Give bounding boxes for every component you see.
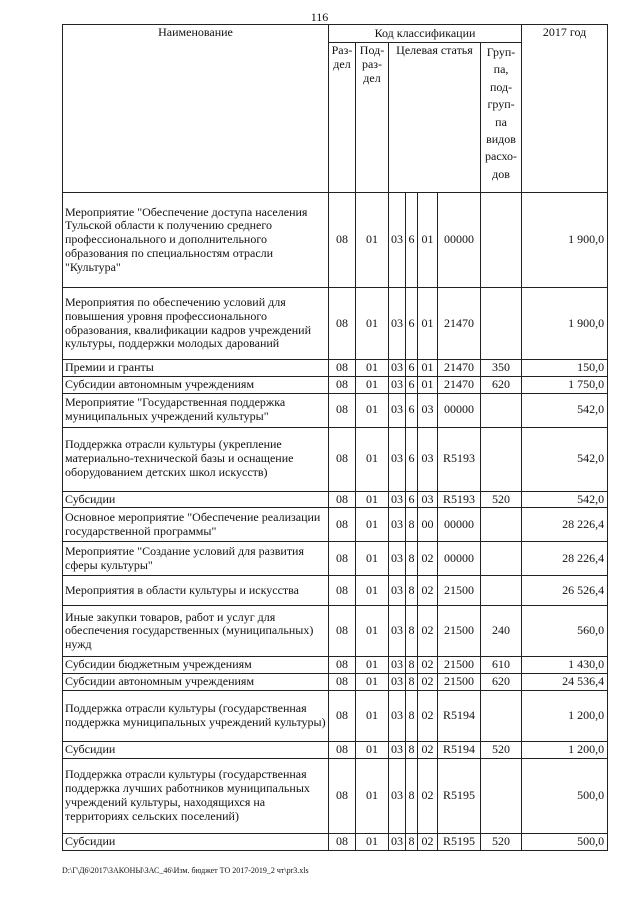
table-row	[63, 674, 608, 691]
row-expense-type: 520	[481, 741, 522, 758]
row-name: Иные закупки товаров, работ и услуг для обеспечения государственных (муниципальных) нужд	[63, 606, 329, 657]
row-name: Мероприятия по обеспечению условий для повышения уровня профессионального образования, квалификации кадров учреждений культуры, поддержки молодых дарований	[63, 288, 329, 360]
row-target-subprogram: 8	[406, 833, 418, 850]
row-amount: 560,0	[522, 606, 608, 657]
row-target-direction: R5195	[438, 758, 481, 833]
row-name: Премии и гранты	[63, 360, 329, 377]
row-subsection: 01	[356, 542, 389, 576]
row-target-direction: R5193	[438, 427, 481, 491]
row-section: 08	[329, 657, 356, 674]
table-row	[63, 758, 608, 833]
header-name: Наименование	[63, 25, 329, 193]
row-expense-type	[481, 690, 522, 741]
row-target-event: 02	[418, 606, 438, 657]
row-subsection: 01	[356, 491, 389, 508]
row-name: Мероприятие "Создание условий для развития сферы культуры"	[63, 542, 329, 576]
row-subsection: 01	[356, 360, 389, 377]
row-target-direction: 21470	[438, 360, 481, 377]
row-amount: 26 526,4	[522, 576, 608, 606]
row-name: Субсидии	[63, 741, 329, 758]
row-name: Субсидии	[63, 491, 329, 508]
row-target-subprogram: 8	[406, 542, 418, 576]
row-expense-type	[481, 542, 522, 576]
row-section: 08	[329, 576, 356, 606]
row-target-program: 03	[389, 690, 406, 741]
row-expense-type: 520	[481, 491, 522, 508]
table-body	[63, 193, 608, 851]
row-section: 08	[329, 288, 356, 360]
row-name: Субсидии	[63, 833, 329, 850]
row-section: 08	[329, 741, 356, 758]
row-target-event: 01	[418, 288, 438, 360]
row-target-direction: R5195	[438, 833, 481, 850]
row-target-event: 03	[418, 393, 438, 427]
row-target-program: 03	[389, 741, 406, 758]
row-expense-type	[481, 758, 522, 833]
row-expense-type: 240	[481, 606, 522, 657]
row-target-subprogram: 8	[406, 690, 418, 741]
row-target-program: 03	[389, 542, 406, 576]
row-target-direction: 21500	[438, 606, 481, 657]
row-section: 08	[329, 427, 356, 491]
row-target-direction: 21470	[438, 288, 481, 360]
row-target-event: 02	[418, 758, 438, 833]
row-target-event: 02	[418, 674, 438, 691]
table-row	[63, 833, 608, 850]
row-target-direction: 00000	[438, 193, 481, 288]
row-target-direction: 00000	[438, 542, 481, 576]
row-subsection: 01	[356, 741, 389, 758]
row-target-direction: 00000	[438, 393, 481, 427]
table-row	[63, 606, 608, 657]
row-target-program: 03	[389, 657, 406, 674]
row-section: 08	[329, 491, 356, 508]
row-target-event: 00	[418, 508, 438, 542]
row-target-event: 03	[418, 491, 438, 508]
row-target-direction: R5194	[438, 690, 481, 741]
row-name: Поддержка отрасли культуры (укрепление материально-технической базы и оснащение оборудованием детских школ искусств)	[63, 427, 329, 491]
row-name: Мероприятие "Обеспечение доступа населения Тульской области к получению среднего профессионального и дополнительного образования по специальностям отрасли "Культура"	[63, 193, 329, 288]
row-target-event: 02	[418, 576, 438, 606]
row-amount: 542,0	[522, 393, 608, 427]
row-target-event: 03	[418, 427, 438, 491]
row-subsection: 01	[356, 193, 389, 288]
row-target-program: 03	[389, 376, 406, 393]
row-subsection: 01	[356, 576, 389, 606]
page-number: 116	[310, 10, 329, 24]
row-target-direction: 21500	[438, 674, 481, 691]
row-name: Мероприятия в области культуры и искусства	[63, 576, 329, 606]
row-amount: 1 430,0	[522, 657, 608, 674]
row-subsection: 01	[356, 674, 389, 691]
table-row	[63, 288, 608, 360]
row-expense-type: 620	[481, 674, 522, 691]
row-name: Субсидии бюджетным учреждениям	[63, 657, 329, 674]
row-amount: 1 750,0	[522, 376, 608, 393]
row-target-subprogram: 6	[406, 193, 418, 288]
table-row	[63, 193, 608, 288]
row-target-event: 01	[418, 360, 438, 377]
row-expense-type: 610	[481, 657, 522, 674]
row-target-event: 01	[418, 376, 438, 393]
row-section: 08	[329, 690, 356, 741]
table-row	[63, 657, 608, 674]
row-target-direction: 00000	[438, 508, 481, 542]
table-row	[63, 491, 608, 508]
row-expense-type	[481, 427, 522, 491]
header-classification: Код классификации	[329, 25, 522, 43]
row-target-event: 02	[418, 741, 438, 758]
row-target-subprogram: 6	[406, 427, 418, 491]
row-subsection: 01	[356, 376, 389, 393]
row-target-program: 03	[389, 576, 406, 606]
row-target-direction: 21500	[438, 576, 481, 606]
row-section: 08	[329, 360, 356, 377]
row-target-program: 03	[389, 393, 406, 427]
row-target-program: 03	[389, 427, 406, 491]
row-target-program: 03	[389, 491, 406, 508]
row-name: Поддержка отрасли культуры (государственная поддержка лучших работников муниципальных учреждений культуры, находящихся на территориях сельских поселений)	[63, 758, 329, 833]
table-row	[63, 427, 608, 491]
row-target-event: 02	[418, 542, 438, 576]
row-target-program: 03	[389, 360, 406, 377]
row-section: 08	[329, 833, 356, 850]
row-subsection: 01	[356, 508, 389, 542]
row-target-subprogram: 6	[406, 491, 418, 508]
row-subsection: 01	[356, 393, 389, 427]
row-name: Основное мероприятие "Обеспечение реализации государственной программы"	[63, 508, 329, 542]
row-target-program: 03	[389, 833, 406, 850]
row-target-direction: R5193	[438, 491, 481, 508]
row-target-subprogram: 8	[406, 741, 418, 758]
row-name: Поддержка отрасли культуры (государственная поддержка муниципальных учреждений культуры)	[63, 690, 329, 741]
table-row	[63, 741, 608, 758]
row-section: 08	[329, 393, 356, 427]
row-amount: 28 226,4	[522, 508, 608, 542]
row-section: 08	[329, 376, 356, 393]
row-target-direction: 21470	[438, 376, 481, 393]
row-expense-type	[481, 508, 522, 542]
row-subsection: 01	[356, 833, 389, 850]
row-subsection: 01	[356, 690, 389, 741]
row-target-event: 01	[418, 193, 438, 288]
row-target-subprogram: 8	[406, 657, 418, 674]
table-row	[63, 576, 608, 606]
row-target-program: 03	[389, 674, 406, 691]
row-subsection: 01	[356, 657, 389, 674]
row-amount: 542,0	[522, 491, 608, 508]
row-amount: 150,0	[522, 360, 608, 377]
table-row	[63, 690, 608, 741]
table-row	[63, 542, 608, 576]
row-expense-type	[481, 576, 522, 606]
table-row	[63, 393, 608, 427]
row-section: 08	[329, 542, 356, 576]
header-year: 2017 год	[522, 25, 608, 193]
header-group: Груп- па, под- груп- па видов расхо- дов	[481, 43, 522, 193]
row-target-direction: 21500	[438, 657, 481, 674]
row-section: 08	[329, 758, 356, 833]
header-row-top	[63, 25, 608, 43]
row-target-event: 02	[418, 833, 438, 850]
row-amount: 24 536,4	[522, 674, 608, 691]
row-amount: 1 900,0	[522, 288, 608, 360]
row-target-subprogram: 6	[406, 376, 418, 393]
row-target-program: 03	[389, 508, 406, 542]
table-row	[63, 360, 608, 377]
row-amount: 500,0	[522, 833, 608, 850]
row-amount: 1 200,0	[522, 741, 608, 758]
row-name: Субсидии автономным учреждениям	[63, 674, 329, 691]
row-name: Мероприятие "Государственная поддержка муниципальных учреждений культуры"	[63, 393, 329, 427]
header-section: Раз- дел	[329, 43, 356, 193]
row-section: 08	[329, 674, 356, 691]
row-target-subprogram: 6	[406, 393, 418, 427]
row-target-subprogram: 8	[406, 508, 418, 542]
row-subsection: 01	[356, 427, 389, 491]
row-expense-type	[481, 288, 522, 360]
row-target-subprogram: 6	[406, 360, 418, 377]
row-target-subprogram: 8	[406, 758, 418, 833]
row-expense-type	[481, 393, 522, 427]
row-subsection: 01	[356, 758, 389, 833]
row-amount: 500,0	[522, 758, 608, 833]
row-name: Субсидии автономным учреждениям	[63, 376, 329, 393]
row-section: 08	[329, 193, 356, 288]
budget-table	[62, 24, 608, 851]
row-target-subprogram: 8	[406, 674, 418, 691]
row-target-direction: R5194	[438, 741, 481, 758]
row-amount: 1 200,0	[522, 690, 608, 741]
row-target-subprogram: 6	[406, 288, 418, 360]
header-target-item: Целевая статья	[389, 43, 481, 193]
table-row	[63, 376, 608, 393]
row-expense-type	[481, 193, 522, 288]
row-amount: 28 226,4	[522, 542, 608, 576]
header-subsection: Под- раз- дел	[356, 43, 389, 193]
row-target-event: 02	[418, 690, 438, 741]
row-expense-type: 620	[481, 376, 522, 393]
row-target-program: 03	[389, 288, 406, 360]
row-target-program: 03	[389, 606, 406, 657]
row-expense-type: 520	[481, 833, 522, 850]
row-amount: 1 900,0	[522, 193, 608, 288]
row-section: 08	[329, 508, 356, 542]
row-target-subprogram: 8	[406, 606, 418, 657]
table-row	[63, 508, 608, 542]
row-target-event: 02	[418, 657, 438, 674]
row-target-program: 03	[389, 758, 406, 833]
row-subsection: 01	[356, 288, 389, 360]
row-section: 08	[329, 606, 356, 657]
row-target-program: 03	[389, 193, 406, 288]
file-path-footer: D:\Г\Д6\2017\ЗАКОНЫ\ЗАС_46\Изм. бюджет ТО 2017-2019_2 чт\pr3.xls	[62, 866, 309, 875]
row-amount: 542,0	[522, 427, 608, 491]
row-subsection: 01	[356, 606, 389, 657]
row-target-subprogram: 8	[406, 576, 418, 606]
row-expense-type: 350	[481, 360, 522, 377]
